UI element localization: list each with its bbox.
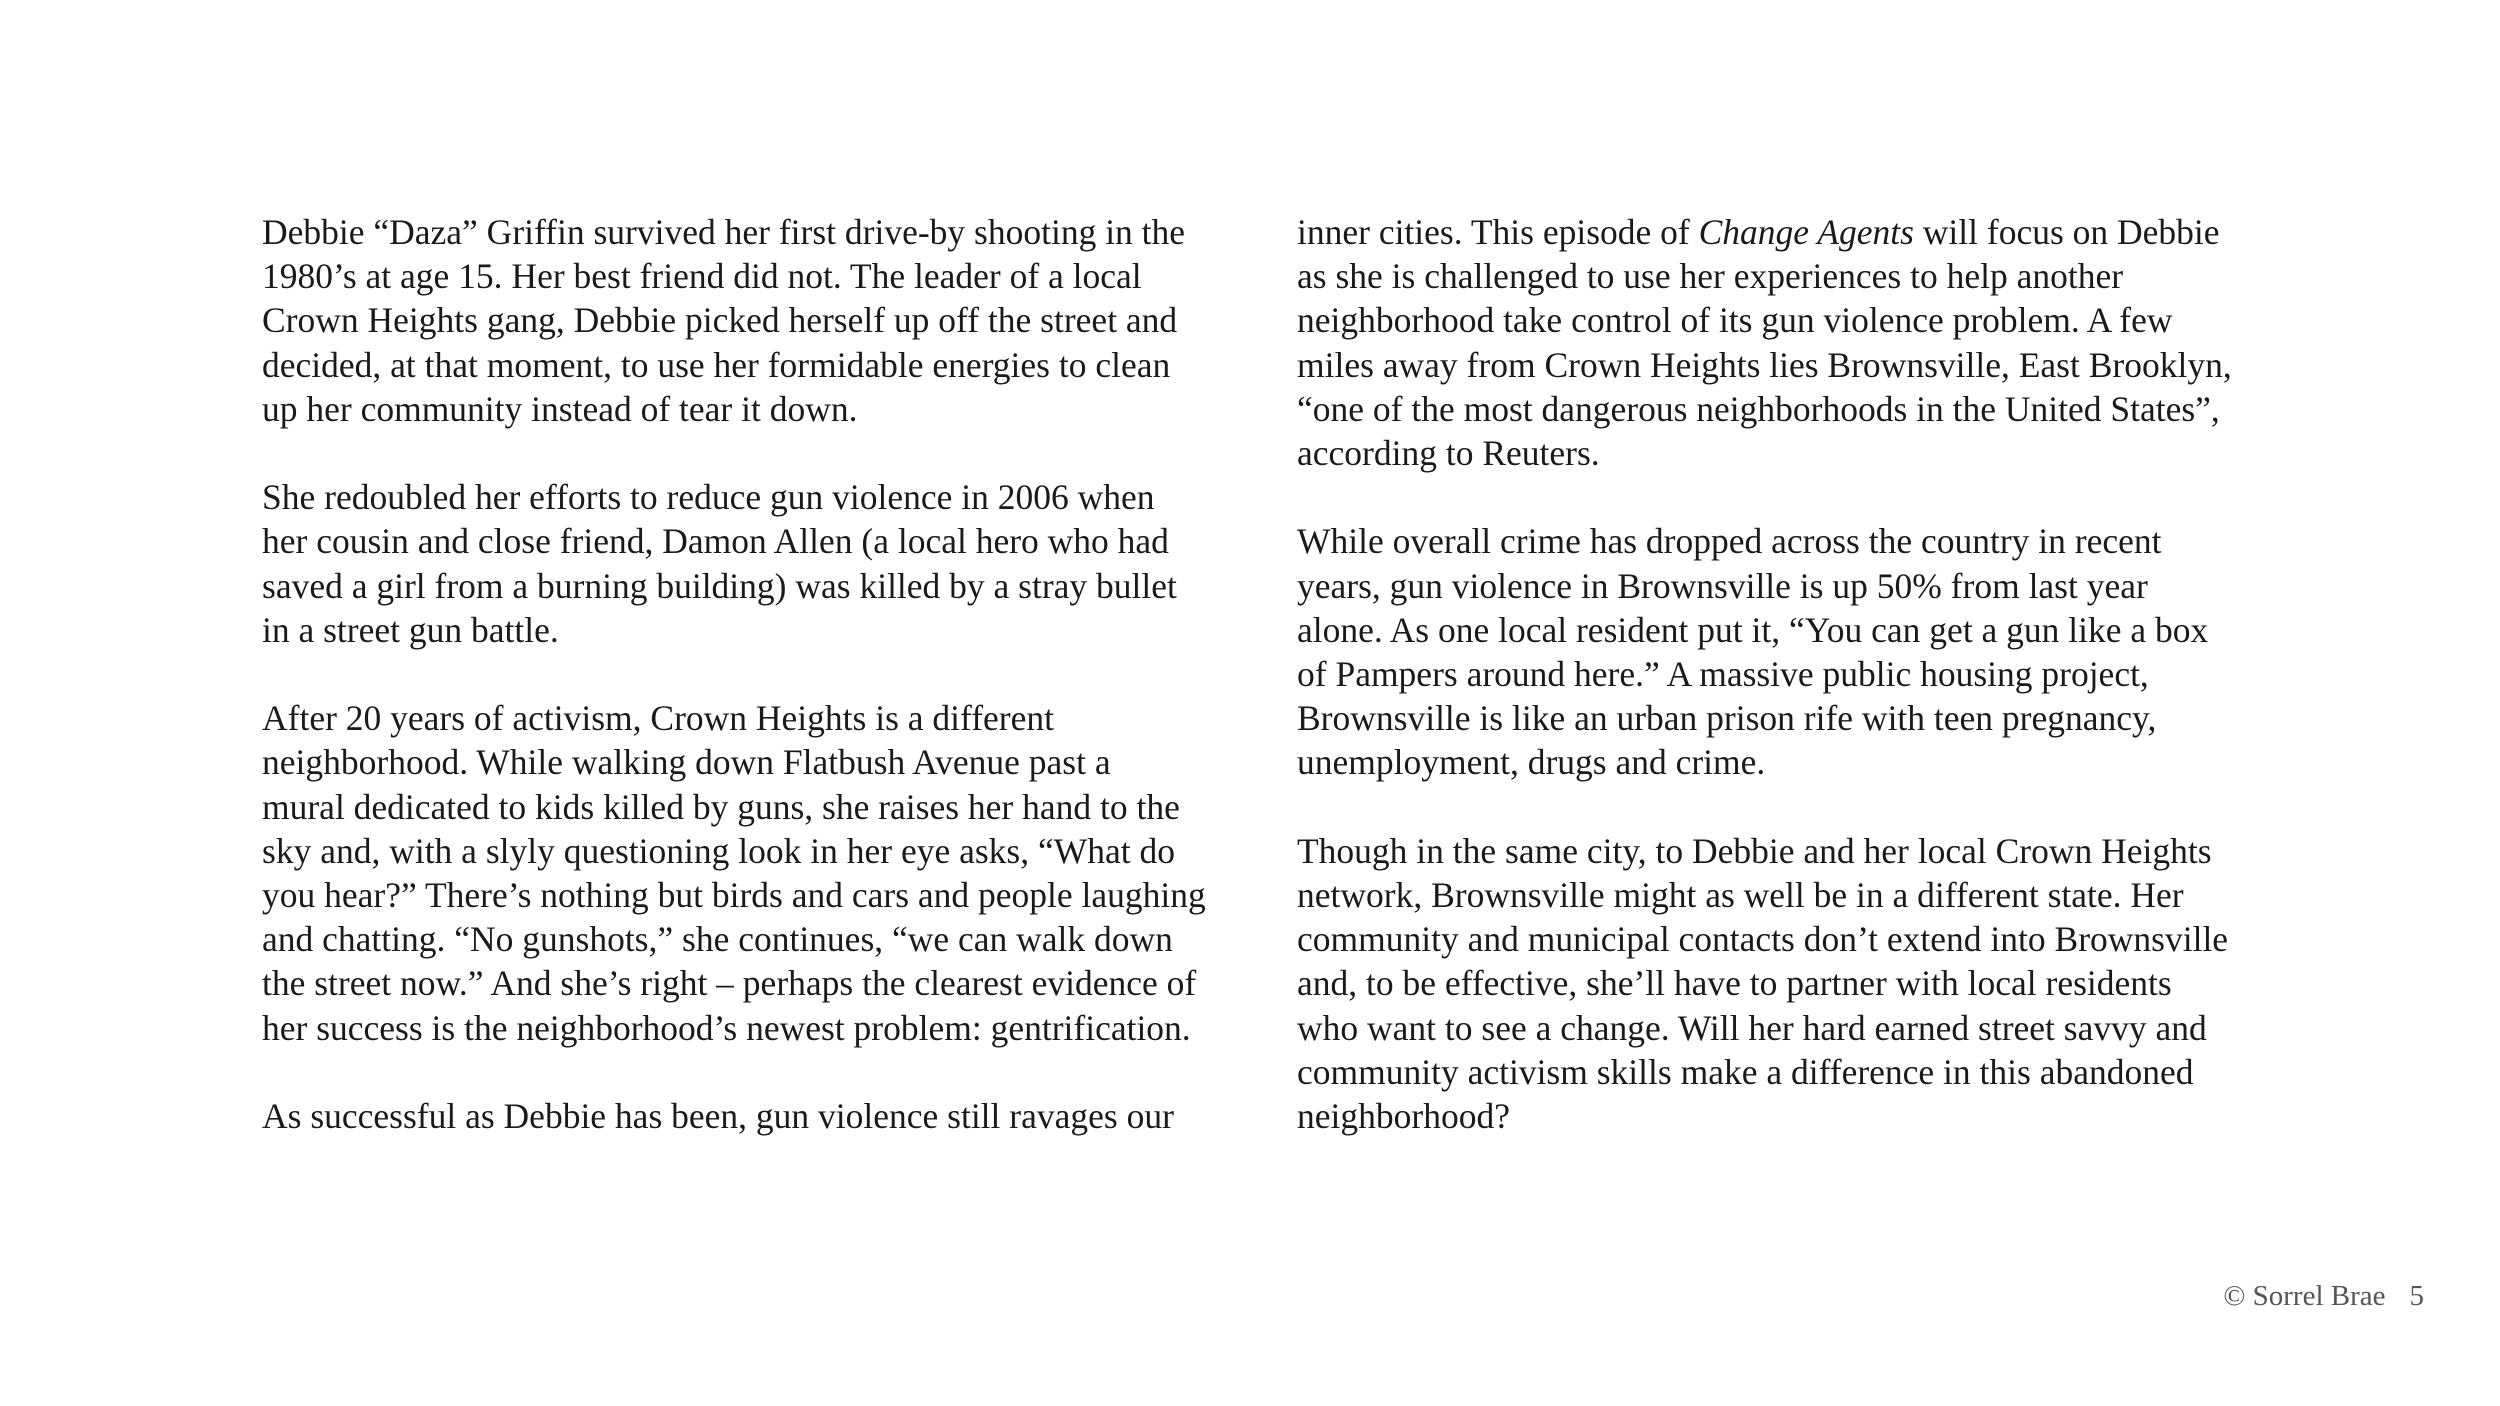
paragraph-different-state <box>1297 829 2287 1138</box>
text-line: miles away from Crown Heights lies Brownsville, East Brooklyn, <box>1297 344 2232 385</box>
text-line: who want to see a change. Will her hard earned street savvy and <box>1297 1007 2207 1048</box>
page-footer <box>2223 1280 2424 1313</box>
show-title: Change Agents <box>1698 212 1914 252</box>
paragraph-activism <box>262 696 1252 1050</box>
text-line: network, Brownsville might as well be in a different state. Her <box>1297 875 2184 916</box>
text-line: alone. As one local resident put it, “You can get a gun like a box <box>1297 609 2209 650</box>
text-line: As successful as Debbie has been, gun violence still ravages our <box>262 1096 1174 1137</box>
text-line: Crown Heights gang, Debbie picked herself up off the street and <box>262 300 1178 341</box>
text-line: of Pampers around here.” A massive public housing project, <box>1297 654 2149 695</box>
text-line: up her community instead of tear it down. <box>262 388 858 429</box>
text-fragment: inner cities. This episode of <box>1297 212 1699 252</box>
text-line <box>1297 210 2287 254</box>
text-line: years, gun violence in Brownsville is up 50% from last year <box>1297 565 2148 606</box>
paragraph-damon-allen <box>262 475 1252 652</box>
text-line: sky and, with a slyly questioning look in her eye asks, “What do <box>262 830 1175 871</box>
text-line: mural dedicated to kids killed by guns, she raises her hand to the <box>262 786 1180 827</box>
text-line: “one of the most dangerous neighborhoods in the United States”, <box>1297 388 2220 429</box>
text-line: her success is the neighborhood’s newest problem: gentrification. <box>262 1007 1191 1048</box>
copyright-notice: © Sorrel Brae <box>2223 1280 2386 1312</box>
page-number: 5 <box>2409 1280 2424 1312</box>
text-line: and chatting. “No gunshots,” she continues, “we can walk down <box>262 919 1173 960</box>
text-line: After 20 years of activism, Crown Heights is a different <box>262 698 1054 739</box>
text-line: decided, at that moment, to use her formidable energies to clean <box>262 344 1171 385</box>
text-line: you hear?” There’s nothing but birds and cars and people laughing <box>262 875 1206 916</box>
paragraph-intro <box>262 210 1252 431</box>
text-line: Debbie “Daza” Griffin survived her first drive-by shooting in the <box>262 212 1186 252</box>
text-line: her cousin and close friend, Damon Allen (a local hero who had <box>262 521 1169 562</box>
text-line: While overall crime has dropped across the country in recent <box>1297 521 2162 562</box>
text-line: and, to be effective, she’ll have to partner with local residents <box>1297 963 2172 1004</box>
text-line: community and municipal contacts don’t extend into Brownsville <box>1297 919 2229 960</box>
text-line: 1980’s at age 15. Her best friend did not. The leader of a local <box>262 256 1142 297</box>
text-line: the street now.” And she’s right – perhaps the clearest evidence of <box>262 963 1197 1004</box>
paragraph-brownsville-crime <box>1297 519 2287 784</box>
paragraph-gun-violence <box>262 1094 1252 1138</box>
paragraph-change-agents <box>1297 210 2287 475</box>
text-line: She redoubled her efforts to reduce gun violence in 2006 when <box>262 477 1155 518</box>
right-column <box>1297 210 2287 1138</box>
text-line: Brownsville is like an urban prison rife with teen pregnancy, <box>1297 698 2157 739</box>
text-line: neighborhood take control of its gun violence problem. A few <box>1297 300 2173 341</box>
text-line: saved a girl from a burning building) was killed by a stray bullet <box>262 565 1177 606</box>
text-line: according to Reuters. <box>1297 433 1600 474</box>
left-column <box>262 210 1252 1138</box>
text-line: neighborhood? <box>1297 1096 1510 1137</box>
text-line: in a street gun battle. <box>262 609 559 650</box>
text-line: as she is challenged to use her experiences to help another <box>1297 256 2124 297</box>
text-line: neighborhood. While walking down Flatbush Avenue past a <box>262 742 1111 783</box>
text-line: community activism skills make a difference in this abandoned <box>1297 1051 2194 1092</box>
text-line: Though in the same city, to Debbie and her local Crown Heights <box>1297 830 2212 871</box>
text-fragment: will focus on Debbie <box>1913 212 2220 252</box>
text-line: unemployment, drugs and crime. <box>1297 742 1766 783</box>
